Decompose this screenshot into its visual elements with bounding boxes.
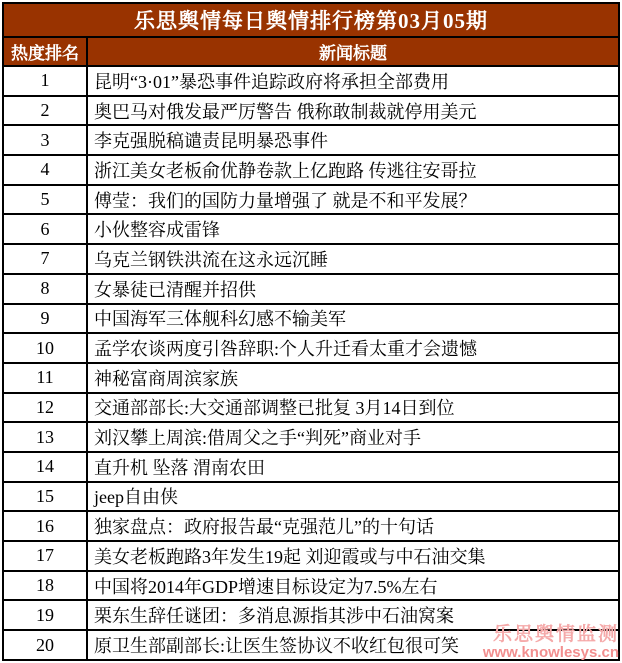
table-row (3, 393, 619, 423)
rank-cell: 4 (3, 155, 87, 185)
column-header-headline: 新闻标题 (87, 37, 619, 66)
rank-cell: 17 (3, 541, 87, 571)
table-row (3, 422, 619, 452)
rank-cell: 14 (3, 452, 87, 482)
table-row (3, 214, 619, 244)
headline-cell: 栗东生辞任谜团：多消息源指其涉中石油窝案 (87, 600, 619, 630)
table-row (3, 333, 619, 363)
headline-cell: 中国海军三体舰科幻感不输美军 (87, 304, 619, 334)
table-row (3, 452, 619, 482)
rank-cell: 13 (3, 422, 87, 452)
ranking-table (2, 2, 620, 661)
rank-cell: 10 (3, 333, 87, 363)
headline-cell: 昆明“3·01”暴恐事件追踪政府将承担全部费用 (87, 66, 619, 96)
headline-cell: 原卫生部副部长:让医生签协议不收红包很可笑 (87, 630, 619, 660)
table-row (3, 155, 619, 185)
rank-cell: 3 (3, 125, 87, 155)
headline-cell: jeep自由侠 (87, 482, 619, 512)
table-row (3, 511, 619, 541)
table-row (3, 600, 619, 630)
table-row (3, 125, 619, 155)
rank-cell: 12 (3, 393, 87, 423)
table-row (3, 185, 619, 215)
headline-cell: 乌克兰钢铁洪流在这永远沉睡 (87, 244, 619, 274)
headline-cell: 中国将2014年GDP增速目标设定为7.5%左右 (87, 571, 619, 601)
table-row (3, 66, 619, 96)
table-row (3, 571, 619, 601)
rank-cell: 2 (3, 96, 87, 126)
watermark-url-text: www.knowlesys.cn (482, 644, 619, 662)
rank-cell: 9 (3, 304, 87, 334)
headline-cell: 李克强脱稿谴责昆明暴恐事件 (87, 125, 619, 155)
rank-cell: 19 (3, 600, 87, 630)
column-header-row (3, 37, 619, 66)
headline-cell: 独家盘点：政府报告最“克强范儿”的十句话 (87, 511, 619, 541)
headline-cell: 交通部部长:大交通部调整已批复 3月14日到位 (87, 393, 619, 423)
headline-cell: 小伙整容成雷锋 (87, 214, 619, 244)
rank-cell: 15 (3, 482, 87, 512)
page-title: 乐思舆情每日舆情排行榜第03月05期 (3, 3, 619, 37)
headline-cell: 浙江美女老板俞优静卷款上亿跑路 传逃往安哥拉 (87, 155, 619, 185)
rank-cell: 5 (3, 185, 87, 215)
table-row (3, 630, 619, 660)
headline-cell: 孟学农谈两度引咎辞职:个人升迁看太重才会遗憾 (87, 333, 619, 363)
title-row (3, 3, 619, 37)
headline-cell: 女暴徒已清醒并招供 (87, 274, 619, 304)
headline-cell: 直升机 坠落 渭南农田 (87, 452, 619, 482)
table-row (3, 274, 619, 304)
rank-cell: 7 (3, 244, 87, 274)
headline-cell: 美女老板跑路3年发生19起 刘迎霞或与中石油交集 (87, 541, 619, 571)
rank-cell: 6 (3, 214, 87, 244)
table-row (3, 482, 619, 512)
headline-cell: 神秘富商周滨家族 (87, 363, 619, 393)
table-row (3, 244, 619, 274)
rank-cell: 8 (3, 274, 87, 304)
table-row (3, 96, 619, 126)
rank-cell: 18 (3, 571, 87, 601)
headline-cell: 奥巴马对俄发最严厉警告 俄称敢制裁就停用美元 (87, 96, 619, 126)
headline-cell: 刘汉攀上周滨:借周父之手“判死”商业对手 (87, 422, 619, 452)
rank-cell: 20 (3, 630, 87, 660)
rank-cell: 16 (3, 511, 87, 541)
rank-cell: 11 (3, 363, 87, 393)
headline-cell: 傅莹：我们的国防力量增强了 就是不和平发展？ (87, 185, 619, 215)
watermark-brand-text: 乐思舆情监测 (492, 624, 619, 646)
rank-cell: 1 (3, 66, 87, 96)
table-row (3, 363, 619, 393)
table-row (3, 304, 619, 334)
column-header-rank: 热度排名 (3, 37, 87, 66)
table-row (3, 541, 619, 571)
